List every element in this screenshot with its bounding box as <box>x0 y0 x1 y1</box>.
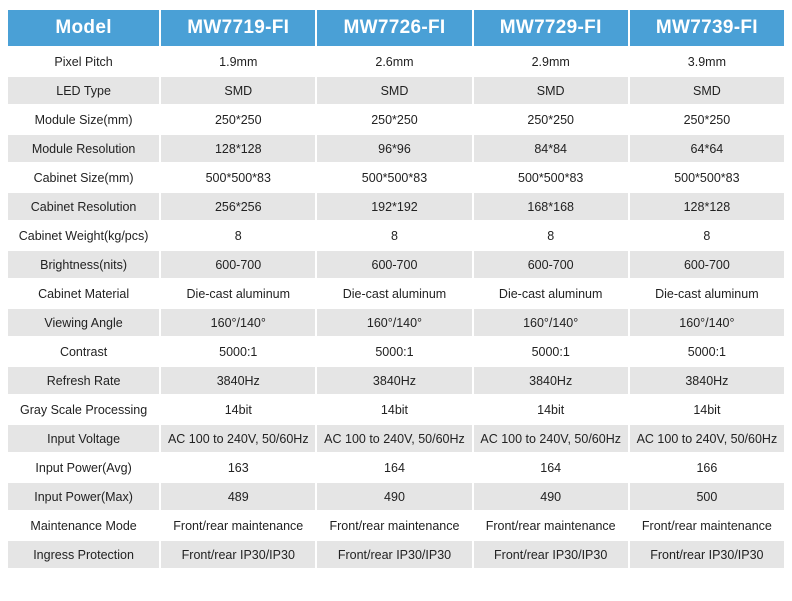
spec-value-cell: 489 <box>161 483 315 510</box>
table-row <box>8 483 784 510</box>
spec-value-cell: 5000:1 <box>630 338 784 365</box>
spec-value-cell: Front/rear maintenance <box>161 512 315 539</box>
model-header-cell: MW7719-FI <box>161 10 315 46</box>
spec-value-cell: SMD <box>474 77 628 104</box>
spec-value-cell: 14bit <box>317 396 471 423</box>
spec-value-cell: Front/rear IP30/IP30 <box>630 541 784 568</box>
spec-value-cell: AC 100 to 240V, 50/60Hz <box>474 425 628 452</box>
spec-value-cell: Front/rear maintenance <box>630 512 784 539</box>
spec-value-cell: 164 <box>317 454 471 481</box>
spec-value-cell: 14bit <box>161 396 315 423</box>
spec-value-cell: 3.9mm <box>630 48 784 75</box>
spec-value-cell: 2.9mm <box>474 48 628 75</box>
spec-value-cell: Front/rear maintenance <box>317 512 471 539</box>
spec-table <box>6 8 786 570</box>
table-row <box>8 251 784 278</box>
spec-value-cell: 250*250 <box>317 106 471 133</box>
row-label-cell: Cabinet Size(mm) <box>8 164 159 191</box>
spec-value-cell: 166 <box>630 454 784 481</box>
row-label-cell: Input Power(Avg) <box>8 454 159 481</box>
spec-value-cell: 3840Hz <box>474 367 628 394</box>
spec-value-cell: 250*250 <box>630 106 784 133</box>
table-row <box>8 309 784 336</box>
table-row <box>8 106 784 133</box>
row-label-cell: Module Resolution <box>8 135 159 162</box>
table-row <box>8 512 784 539</box>
spec-value-cell: 192*192 <box>317 193 471 220</box>
table-row <box>8 454 784 481</box>
table-row <box>8 396 784 423</box>
spec-value-cell: Front/rear maintenance <box>474 512 628 539</box>
spec-value-cell: Die-cast aluminum <box>630 280 784 307</box>
table-row <box>8 135 784 162</box>
spec-value-cell: 490 <box>474 483 628 510</box>
spec-value-cell: Die-cast aluminum <box>161 280 315 307</box>
row-label-cell: Cabinet Resolution <box>8 193 159 220</box>
row-label-cell: Refresh Rate <box>8 367 159 394</box>
spec-value-cell: 160°/140° <box>161 309 315 336</box>
spec-value-cell: 96*96 <box>317 135 471 162</box>
spec-value-cell: 500 <box>630 483 784 510</box>
spec-value-cell: 250*250 <box>161 106 315 133</box>
spec-value-cell: 8 <box>630 222 784 249</box>
row-label-cell: Module Size(mm) <box>8 106 159 133</box>
spec-value-cell: Die-cast aluminum <box>474 280 628 307</box>
spec-value-cell: 500*500*83 <box>317 164 471 191</box>
row-label-cell: Contrast <box>8 338 159 365</box>
spec-value-cell: 600-700 <box>474 251 628 278</box>
spec-value-cell: Die-cast aluminum <box>317 280 471 307</box>
spec-value-cell: 600-700 <box>161 251 315 278</box>
spec-value-cell: 8 <box>161 222 315 249</box>
spec-value-cell: 256*256 <box>161 193 315 220</box>
row-label-cell: Input Voltage <box>8 425 159 452</box>
row-label-cell: Brightness(nits) <box>8 251 159 278</box>
spec-value-cell: AC 100 to 240V, 50/60Hz <box>630 425 784 452</box>
row-label-cell: LED Type <box>8 77 159 104</box>
spec-value-cell: 5000:1 <box>161 338 315 365</box>
table-row <box>8 48 784 75</box>
table-row <box>8 193 784 220</box>
table-row <box>8 77 784 104</box>
row-label-cell: Gray Scale Processing <box>8 396 159 423</box>
spec-value-cell: 128*128 <box>161 135 315 162</box>
spec-value-cell: 64*64 <box>630 135 784 162</box>
spec-value-cell: SMD <box>630 77 784 104</box>
spec-value-cell: 84*84 <box>474 135 628 162</box>
spec-value-cell: 8 <box>317 222 471 249</box>
table-row <box>8 367 784 394</box>
spec-value-cell: 500*500*83 <box>474 164 628 191</box>
spec-value-cell: 500*500*83 <box>161 164 315 191</box>
model-header-cell: MW7729-FI <box>474 10 628 46</box>
spec-value-cell: 14bit <box>474 396 628 423</box>
row-label-cell: Ingress Protection <box>8 541 159 568</box>
table-row <box>8 280 784 307</box>
spec-value-cell: 160°/140° <box>474 309 628 336</box>
spec-value-cell: 128*128 <box>630 193 784 220</box>
table-row <box>8 164 784 191</box>
spec-value-cell: Front/rear IP30/IP30 <box>317 541 471 568</box>
spec-value-cell: 5000:1 <box>474 338 628 365</box>
spec-value-cell: 160°/140° <box>630 309 784 336</box>
spec-value-cell: 2.6mm <box>317 48 471 75</box>
row-label-cell: Input Power(Max) <box>8 483 159 510</box>
spec-value-cell: 14bit <box>630 396 784 423</box>
spec-value-cell: 8 <box>474 222 628 249</box>
spec-value-cell: AC 100 to 240V, 50/60Hz <box>317 425 471 452</box>
table-row <box>8 425 784 452</box>
spec-value-cell: 3840Hz <box>161 367 315 394</box>
model-header-cell: MW7726-FI <box>317 10 471 46</box>
spec-value-cell: 600-700 <box>630 251 784 278</box>
spec-value-cell: 164 <box>474 454 628 481</box>
spec-value-cell: SMD <box>161 77 315 104</box>
model-header-cell: MW7739-FI <box>630 10 784 46</box>
table-row <box>8 222 784 249</box>
spec-value-cell: 160°/140° <box>317 309 471 336</box>
spec-value-cell: 1.9mm <box>161 48 315 75</box>
header-label-cell: Model <box>8 10 159 46</box>
row-label-cell: Viewing Angle <box>8 309 159 336</box>
row-label-cell: Maintenance Mode <box>8 512 159 539</box>
table-row <box>8 338 784 365</box>
spec-value-cell: 500*500*83 <box>630 164 784 191</box>
row-label-cell: Cabinet Material <box>8 280 159 307</box>
spec-value-cell: 5000:1 <box>317 338 471 365</box>
row-label-cell: Pixel Pitch <box>8 48 159 75</box>
spec-value-cell: 600-700 <box>317 251 471 278</box>
row-label-cell: Cabinet Weight(kg/pcs) <box>8 222 159 249</box>
spec-value-cell: 163 <box>161 454 315 481</box>
spec-value-cell: 3840Hz <box>317 367 471 394</box>
spec-value-cell: Front/rear IP30/IP30 <box>161 541 315 568</box>
spec-value-cell: AC 100 to 240V, 50/60Hz <box>161 425 315 452</box>
spec-value-cell: 490 <box>317 483 471 510</box>
spec-body <box>8 48 784 568</box>
spec-value-cell: 250*250 <box>474 106 628 133</box>
spec-value-cell: SMD <box>317 77 471 104</box>
spec-value-cell: 3840Hz <box>630 367 784 394</box>
table-row <box>8 541 784 568</box>
header-row <box>8 10 784 46</box>
spec-value-cell: Front/rear IP30/IP30 <box>474 541 628 568</box>
spec-value-cell: 168*168 <box>474 193 628 220</box>
